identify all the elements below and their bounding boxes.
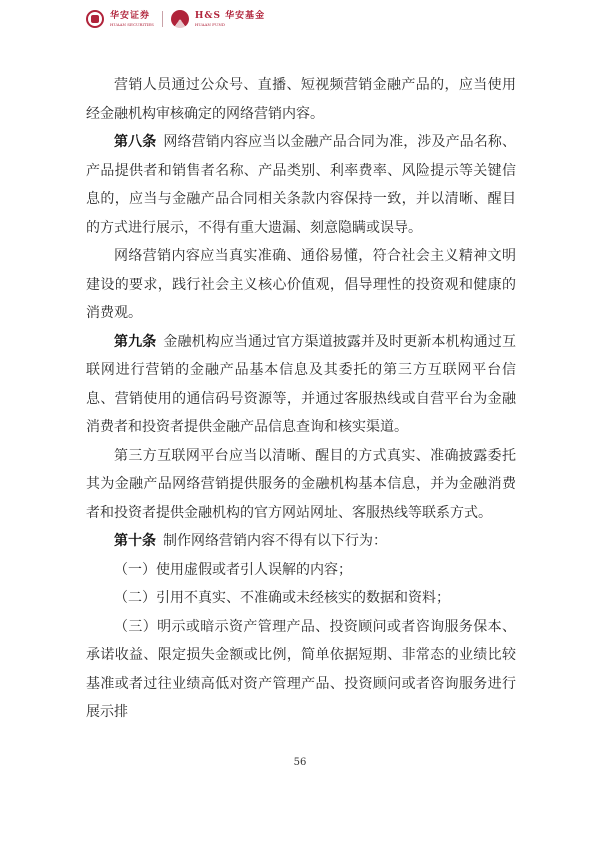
huaan-securities-logo: 华安证券 HUAAN SECURITIES xyxy=(110,10,154,27)
paragraph: 第三方互联网平台应当以清晰、醒目的方式真实、准确披露委托其为金融产品网络营销提供服务的金融机构基本信息，并为金融消费者和投资者提供金融机构的官方网站网址、客服热线等联系方式。 xyxy=(86,447,516,521)
article-heading: 第八条 xyxy=(114,134,157,150)
article-heading: 第九条 xyxy=(114,333,157,350)
paragraph: 营销人员通过公众号、直播、短视频营销金融产品的，应当使用经金融机构审核确定的网络营销内容。 xyxy=(86,77,516,122)
paragraph: 网络营销内容应当真实准确、通俗易懂，符合社会主义精神文明建设的要求，践行社会主义核心价值观，倡导理性的投资观和健康的消费观。 xyxy=(86,248,516,321)
list-item: （三）明示或暗示资产管理产品、投资顾问或者咨询服务保本、承诺收益、限定损失金额或比例，简单依据短期、非常态的业绩比较基准或者过往业绩高低对资产管理产品、投资顾问或者咨询服务进行展示排 xyxy=(86,618,516,720)
article-heading: 第十条 xyxy=(114,533,156,549)
document-body xyxy=(86,71,516,727)
article-10: 第十条 制作网络营销内容不得有以下行为： xyxy=(114,533,387,549)
huaan-securities-logo-icon xyxy=(86,10,104,28)
article-9: 第九条 金融机构应当通过官方渠道披露并及时更新本机构通过互联网进行营销的金融产品基本信息及其委托的第三方互联网平台信息、营销使用的通信码号资源等，并通过客服热线或自营平台为金融消费者和投资者提供金融产品信息查询和核实渠道。 xyxy=(86,333,517,435)
page-header xyxy=(86,6,265,32)
article-8: 第八条 网络营销内容应当以金融产品合同为准，涉及产品名称、产品提供者和销售者名称、产品类别、利率费率、风险提示等关键信息的，应当与金融产品合同相关条款内容保持一致，并以清晰、醒目的方式进行展示，不得有重大遗漏、刻意隐瞒或误导。 xyxy=(86,134,517,236)
page-number: 56 xyxy=(293,757,307,768)
list-item: （一）使用虚假或者引人误解的内容； xyxy=(114,561,352,578)
huaan-fund-logo: H&S 华安基金 HUAAN FUND xyxy=(194,10,266,27)
list-item: （二）引用不真实、不准确或未经核实的数据和资料； xyxy=(114,590,450,606)
logo-divider xyxy=(162,11,163,27)
huaan-fund-logo-icon xyxy=(171,10,189,28)
